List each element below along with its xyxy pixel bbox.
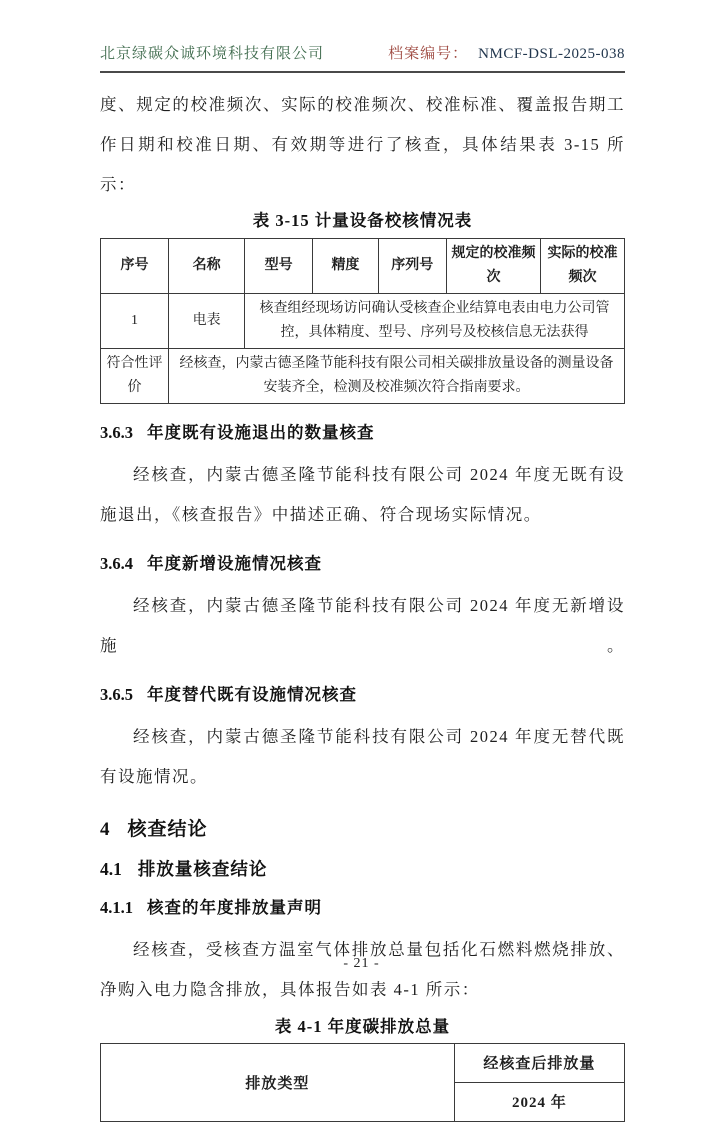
table-row	[101, 348, 625, 403]
cell-device-note: 核查组经现场访问确认受核查企业结算电表由电力公司管控，具体精度、型号、序列号及校核信息无法获得	[245, 293, 625, 348]
archive-number	[388, 42, 625, 63]
cell-device-name: 电表	[169, 293, 245, 348]
column-header-required-freq: 规定的校准频次	[446, 239, 540, 294]
section-body-3-6-5: 经核查，内蒙古德圣隆节能科技有限公司 2024 年度无替代既有设施情况。	[100, 726, 625, 786]
section-number: 4.1.1	[100, 897, 133, 917]
section-title: 年度新增设施情况核查	[147, 553, 322, 573]
table-3-15-caption: 表 3-15 计量设备校核情况表	[252, 211, 473, 230]
archive-number-value: NMCF-DSL-2025-038	[478, 46, 625, 62]
section-body-3-6-3: 经核查，内蒙古德圣隆节能科技有限公司 2024 年度无既有设施退出，《核查报告》中描述正确、符合现场实际情况。	[100, 464, 625, 524]
chapter-heading-4	[100, 814, 625, 841]
cell-conformity-note: 经核查，内蒙古德圣隆节能科技有限公司相关碳排放量设备的测量设备安装齐全，检测及校准频次符合指南要求。	[169, 348, 625, 403]
section-heading-3-6-5	[100, 681, 625, 705]
table-4-1-caption: 表 4-1 年度碳排放总量	[274, 1016, 451, 1036]
column-header-model: 型号	[245, 239, 313, 294]
section-body-4-1-1: 经核查，受核查方温室气体排放总量包括化石燃料燃烧排放、净购入电力隐含排放，具体报告如表 4-1 所示：	[100, 939, 625, 999]
table-4-1	[100, 1043, 625, 1122]
archive-number-label: 档案编号：	[388, 46, 469, 62]
continuation-paragraph: 度、规定的校准频次、实际的校准频次、校准标准、覆盖报告期工作日期和校准日期、有效期等进行了核查，具体结果表 3-15 所示：	[100, 95, 625, 194]
column-header-precision: 精度	[313, 239, 379, 294]
table-row	[101, 1043, 625, 1082]
section-title: 核查的年度排放量声明	[147, 897, 322, 917]
table-row	[101, 293, 625, 348]
table-header-row	[101, 239, 625, 294]
section-title: 排放量核查结论	[137, 858, 268, 879]
section-title: 年度替代既有设施情况核查	[147, 684, 357, 704]
table-3-15	[100, 238, 625, 404]
company-name: 北京绿碳众诚环境科技有限公司	[100, 46, 325, 62]
cell-emission-type: 排放类型	[101, 1043, 455, 1121]
chapter-title: 核查结论	[127, 818, 208, 840]
section-heading-4-1	[100, 856, 625, 881]
section-heading-3-6-4	[100, 550, 625, 574]
cell-year: 2024 年	[454, 1082, 624, 1121]
section-number: 3.6.4	[100, 553, 133, 573]
section-body-3-6-4: 经核查，内蒙古德圣隆节能科技有限公司 2024 年度无新增设施。	[100, 595, 625, 655]
column-header-index: 序号	[101, 239, 169, 294]
page-number: - 21 -	[343, 956, 380, 971]
page-header	[100, 42, 625, 73]
column-header-serial: 序列号	[378, 239, 446, 294]
column-header-name: 名称	[169, 239, 245, 294]
cell-index: 1	[101, 293, 169, 348]
cell-verified-emission: 经核查后排放量	[454, 1043, 624, 1082]
section-number: 3.6.3	[100, 422, 133, 442]
section-title: 年度既有设施退出的数量核查	[147, 422, 375, 442]
section-heading-3-6-3	[100, 419, 625, 443]
column-header-actual-freq: 实际的校准频次	[541, 239, 625, 294]
chapter-number: 4	[100, 818, 110, 840]
section-heading-4-1-1	[100, 894, 625, 918]
cell-conformity-label: 符合性评价	[101, 348, 169, 403]
section-number: 4.1	[100, 858, 122, 879]
section-number: 3.6.5	[100, 684, 133, 704]
